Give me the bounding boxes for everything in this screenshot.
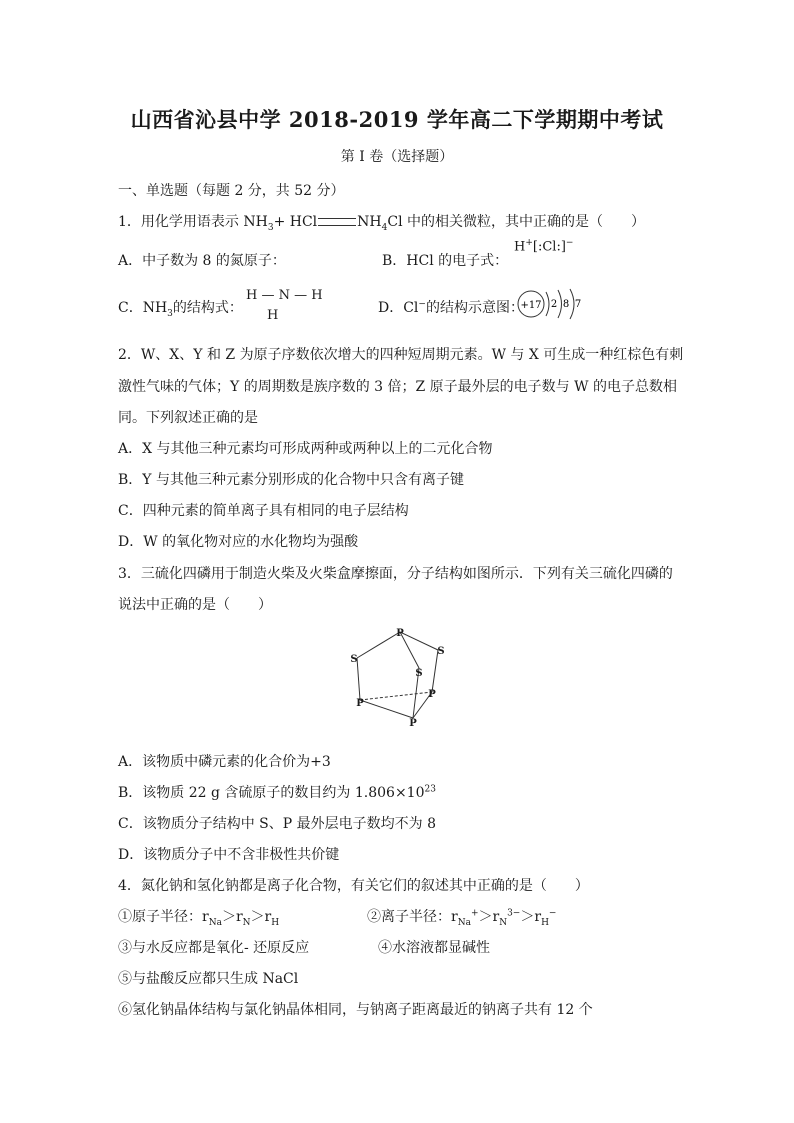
q4-statement-2: ②离子半径：$r_{Na}^+>r_N^{3-}>r_H^-$ xyxy=(367,908,557,928)
bond-p1-s2 xyxy=(400,632,438,650)
atom-p-left: P xyxy=(356,698,364,709)
p4s3-molecule-diagram xyxy=(340,620,460,738)
q2-option-d: D．W 的氧化物对应的水化物均为强酸 xyxy=(118,534,359,550)
atom-s-left: S xyxy=(350,654,358,665)
page-title: 山西省沁县中学 2018-2019 学年高二下学期期中考试 xyxy=(130,107,664,132)
atom-p-bottom: P xyxy=(409,718,417,729)
q2-line-1: 2．W、X、Y 和 Z 为原子序数依次增大的四种短周期元素。W 与 X 可生成一种红棕色有刺 xyxy=(118,347,684,363)
q3-option-b: B．该物质 22 g 含硫原子的数目约为 $1.806\times 10^{23}$ xyxy=(118,784,436,801)
q2-option-c: C．四种元素的简单离子具有相同的电子层结构 xyxy=(118,503,409,519)
q3-line-2: 说法中正确的是（ ） xyxy=(118,597,272,613)
q4-statement-5: ⑤与盐酸反应都只生成 NaCl xyxy=(118,971,299,987)
equals-arrow xyxy=(318,218,356,226)
q4-statement-3: ③与水反应都是氧化- 还原反应 xyxy=(118,940,310,956)
bond-p2-p4 xyxy=(360,700,413,718)
shell-count-3: 7 xyxy=(574,299,582,310)
atom-p-top: P xyxy=(396,628,404,639)
q2-option-a: A．X 与其他三种元素均可形成两种或两种以上的二元化合物 xyxy=(118,441,493,457)
q3-option-c: C．该物质分子结构中 S、P 最外层电子数均不为 8 xyxy=(118,816,436,832)
nucleus-charge: +17 xyxy=(520,300,542,311)
shell-count-2: 8 xyxy=(562,299,570,310)
bond-p2-p3 xyxy=(360,692,432,700)
atom-s-middle: S xyxy=(415,668,423,679)
q1-option-b: B．HCl 的电子式： xyxy=(382,253,509,269)
q4-statement-1: ①原子半径：$r_{Na}>r_N>r_H$ xyxy=(118,909,280,928)
q2-option-b: B．Y 与其他三种元素分别形成的化合物中只含有离子键 xyxy=(118,472,464,488)
q2-line-2: 激性气味的气体；Y 的周期数是族序数的 3 倍；Z 原子最外层的电子数与 W 的电子总数相 xyxy=(118,379,677,395)
shell-arc-2 xyxy=(558,290,562,318)
shell-arc-3 xyxy=(570,289,574,319)
section-heading: 一、单选题（每题 2 分，共 52 分） xyxy=(118,183,345,199)
atom-s-right: S xyxy=(437,646,445,657)
q2-line-3: 同。下列叙述正确的是 xyxy=(118,410,258,426)
q1-option-a: A．中子数为 8 的氮原子： xyxy=(118,253,286,269)
q3-option-d: D．该物质分子中不含非极性共价键 xyxy=(118,847,340,863)
q1-option-d: D．Cl−的结构示意图： xyxy=(378,299,524,316)
nh3-structure-bottom: H xyxy=(267,308,279,323)
shell-arc-1 xyxy=(546,292,549,316)
shell-count-1: 2 xyxy=(550,299,558,310)
page-subtitle: 第 I 卷（选择题） xyxy=(340,149,454,165)
q4-statement-4: ④水溶液都显碱性 xyxy=(378,940,490,956)
hcl-electron-formula: H+[:Cl:]− xyxy=(514,238,574,255)
q1-option-c: C．$NH_3$的结构式： xyxy=(118,300,243,319)
q3-option-a: A．该物质中磷元素的化合价为+3 xyxy=(118,754,331,770)
q3-line-1: 3．三硫化四磷用于制造火柴及火柴盒摩擦面，分子结构如图所示．下列有关三硫化四磷的 xyxy=(118,566,673,582)
q4-stem: 4．氮化钠和氢化钠都是离子化合物，有关它们的叙述其中正确的是（ ） xyxy=(118,878,589,894)
bond-p1-s1 xyxy=(357,632,400,658)
q4-statement-6: ⑥氢化钠晶体结构与氯化钠晶体相同，与钠离子距离最近的钠离子共有 12 个 xyxy=(118,1002,593,1018)
nh3-structure-top: H — N — H xyxy=(246,288,323,303)
cl-ion-structure-diagram xyxy=(516,287,586,321)
atom-p-right: P xyxy=(428,689,436,700)
q1-stem: 1．用化学用语表示 $NH_3+$ HCl $NH_4Cl$ 中的相关微粒，其中正确的是（ ） xyxy=(118,214,645,233)
